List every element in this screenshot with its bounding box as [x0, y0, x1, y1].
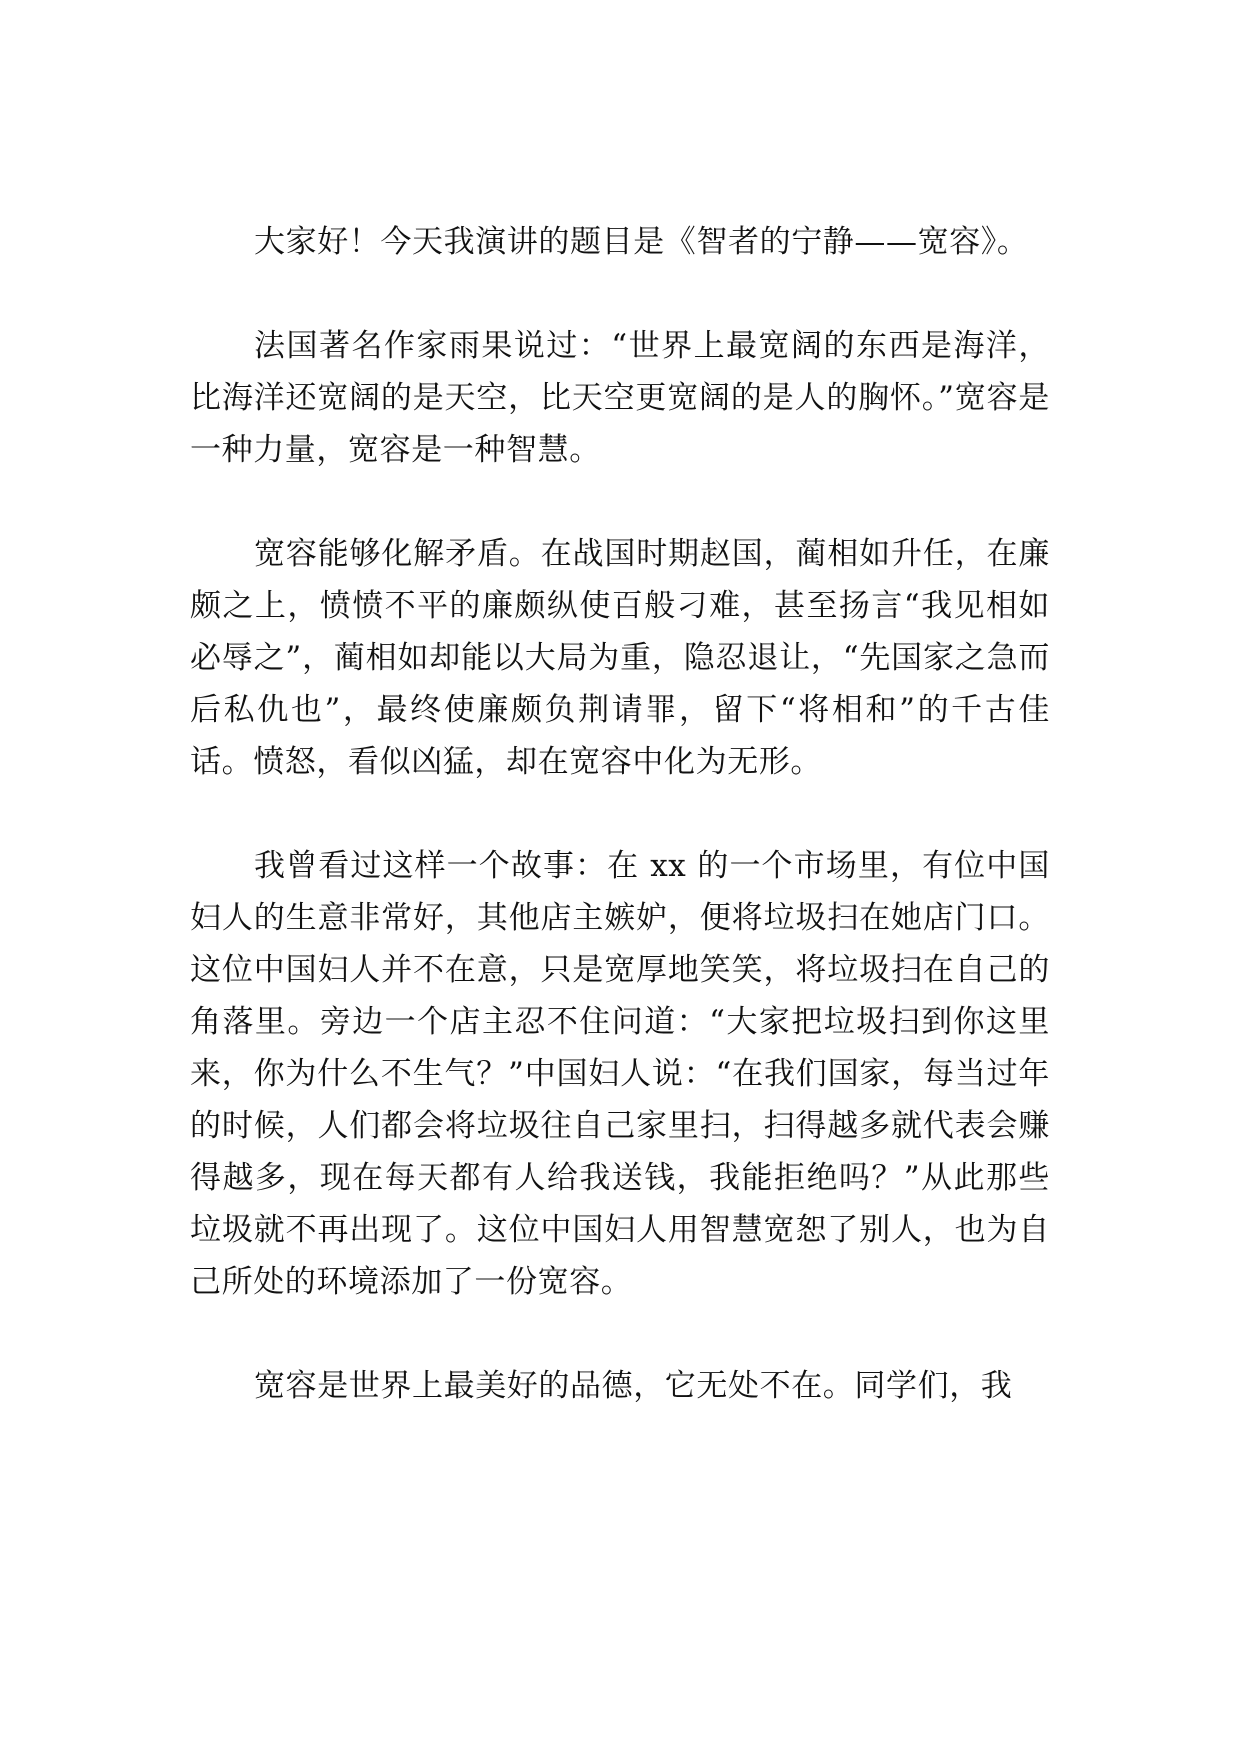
paragraph-greeting: 大家好！今天我演讲的题目是《智者的宁静——宽容》。	[254, 224, 1029, 260]
paragraph-hugo-quote: 法国著名作家雨果说过：“世界上最宽阔的东西是海洋，比海洋还宽阔的是天空，比天空更宽阔的是人的胸怀。”宽容是一种力量，宽容是一种智慧。	[190, 328, 1050, 468]
paragraph-market-story: 我曾看过这样一个故事：在 xx 的一个市场里，有位中国妇人的生意非常好，其他店主嫉妒，便将垃圾扫在她店门口。这位中国妇人并不在意，只是宽厚地笑笑，将垃圾扫在自己的角落里。旁边一个店主忍不住问道：“大家把垃圾扫到你这里来，你为什么不生气？”中国妇人说：“在我们国家，每当过年的时候，人们都会将垃圾往自己家里扫，扫得越多就代表会赚得越多，现在每天都有人给我送钱，我能拒绝吗？”从此那些垃圾就不再出现了。这位中国妇人用智慧宽恕了别人，也为自己所处的环境添加了一份宽容。	[190, 848, 1050, 1300]
paragraph-lianpo-story: 宽容能够化解矛盾。在战国时期赵国，蔺相如升任，在廉颇之上，愤愤不平的廉颇纵使百般刁难，甚至扬言“我见相如必辱之”，蔺相如却能以大局为重，隐忍退让，“先国家之急而后私仇也”，最终使廉颇负荆请罪，留下“将相和”的千古佳话。愤怒，看似凶猛，却在宽容中化为无形。	[190, 536, 1050, 780]
paragraph-conclusion: 宽容是世界上最美好的品德，它无处不在。同学们，我	[254, 1368, 1013, 1404]
speech-body	[190, 216, 1050, 1464]
